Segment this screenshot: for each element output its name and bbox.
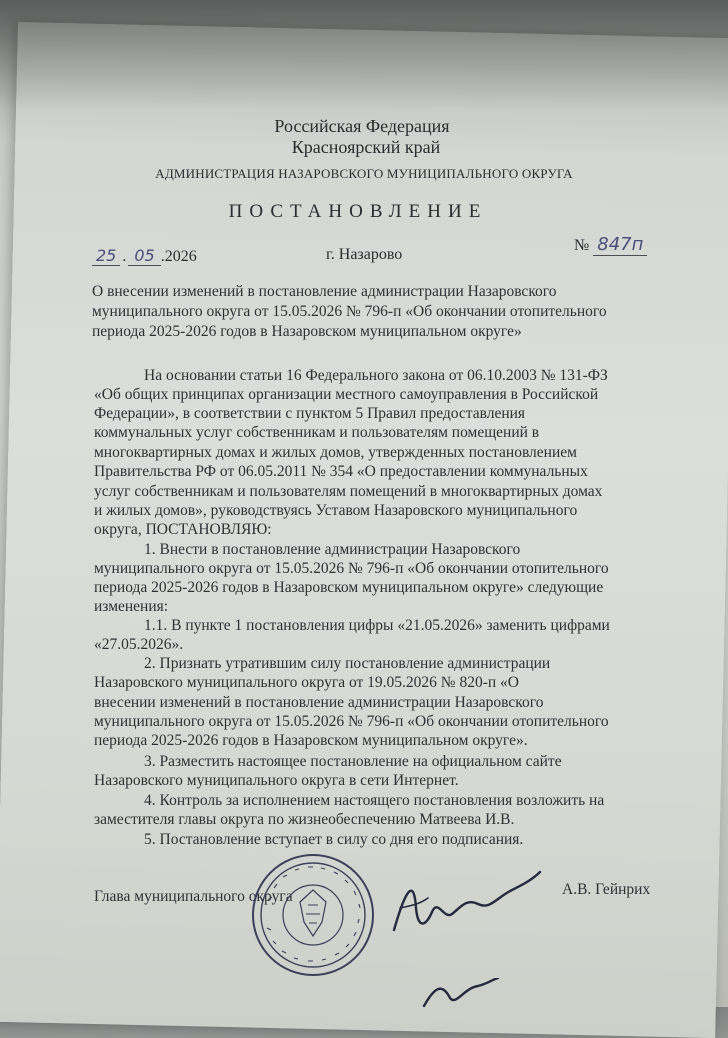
- body-line-19: муниципального округа от 15.05.2026 № 796-п «Об окончании отопительного: [94, 713, 609, 730]
- body-line-8: и жилых домов», руководствуясь Уставом Назаровского муниципального: [94, 502, 578, 519]
- document-type-title: ПОСТАНОВЛЕНИЕ: [228, 201, 488, 222]
- body-line-20: периода 2025-2026 годов в Назаровском муниципальном округе».: [94, 732, 528, 749]
- document-number: [574, 234, 647, 256]
- partial-signature-icon: [420, 978, 500, 1007]
- date-year: .2026: [160, 248, 197, 265]
- administration-line: АДМИНИСТРАЦИЯ НАЗАРОВСКОГО МУНИЦИПАЛЬНОГО ОКРУГА: [155, 166, 573, 181]
- signatory-position: Глава муниципального округа: [94, 888, 293, 905]
- subject-line-3: периода 2025-2026 годов в Назаровском муниципальном округе»: [92, 323, 522, 340]
- body-line-9: округа, ПОСТАНОВЛЯЮ:: [94, 521, 272, 538]
- country-line: Российская Федерация: [274, 116, 450, 136]
- official-seal-icon: [248, 850, 378, 980]
- number-value: 847п: [593, 234, 647, 256]
- date-day: 25: [92, 246, 120, 266]
- body-line-24: заместителя главы округа по жизнеобеспечению Матвеева И.В.: [94, 811, 515, 828]
- body-line-3: Федерации», в соответствии с пунктом 5 Правил предоставления: [94, 405, 526, 422]
- body-line-12: периода 2025-2026 годов в Назаровском муниципальном округе» следующие: [94, 579, 604, 596]
- body-line-4: коммунальных услуг собственникам и пользователям помещений в: [94, 424, 540, 441]
- body-line-14: 1.1. В пункте 1 постановления цифры «21.05.2026» заменить цифрами: [144, 617, 610, 634]
- number-prefix: №: [574, 237, 590, 254]
- region-line: Красноярский край: [291, 137, 441, 157]
- body-line-11: муниципального округа от 15.05.2026 № 796-п «Об окончании отопительного: [94, 560, 609, 577]
- body-line-6: Правительства РФ от 06.05.2011 № 354 «О предоставлении коммунальных: [94, 463, 588, 480]
- body-line-13: изменения:: [94, 598, 169, 615]
- body-line-23: 4. Контроль за исполнением настоящего постановления возложить на: [144, 792, 605, 809]
- document-city: г. Назарово: [326, 246, 403, 263]
- subject-line-2: муниципального округа от 15.05.2026 № 796-п «Об окончании отопительного: [92, 303, 607, 320]
- subject-line-1: О внесении изменений в постановление администрации Назаровского: [92, 283, 557, 300]
- date-month: 05: [128, 246, 160, 266]
- signatory-name: А.В. Гейнрих: [562, 881, 651, 898]
- body-line-7: услуг собственникам и пользователям помещений в многоквартирных домах: [94, 483, 603, 500]
- body-line-25: 5. Постановление вступает в силу со дня его подписания.: [144, 831, 524, 848]
- body-line-1: На основании статьи 16 Федерального закона от 06.10.2003 № 131-ФЗ: [144, 367, 608, 384]
- body-line-21: 3. Разместить настоящее постановление на официальном сайте: [144, 753, 562, 770]
- body-line-15: «27.05.2026».: [94, 636, 184, 653]
- body-line-2: «Об общих принципах организации местного самоуправления в Российской: [94, 386, 599, 403]
- body-line-16: 2. Признать утратившим силу постановление администрации: [144, 655, 551, 672]
- body-line-10: 1. Внести в постановление администрации Назаровского: [144, 541, 521, 558]
- handwritten-signature-icon: [386, 868, 546, 948]
- body-line-22: Назаровского муниципального округа в сети Интернет.: [94, 772, 459, 789]
- body-line-17: Назаровского муниципального округа от 19.05.2026 № 820-п «О: [94, 674, 519, 691]
- body-line-18: внесении изменений в постановление администрации Назаровского: [94, 694, 544, 711]
- document-date: 25 . 05 .2026: [92, 246, 197, 266]
- body-line-5: многоквартирных домах и жилых домов, утвержденных постановлением: [94, 444, 577, 461]
